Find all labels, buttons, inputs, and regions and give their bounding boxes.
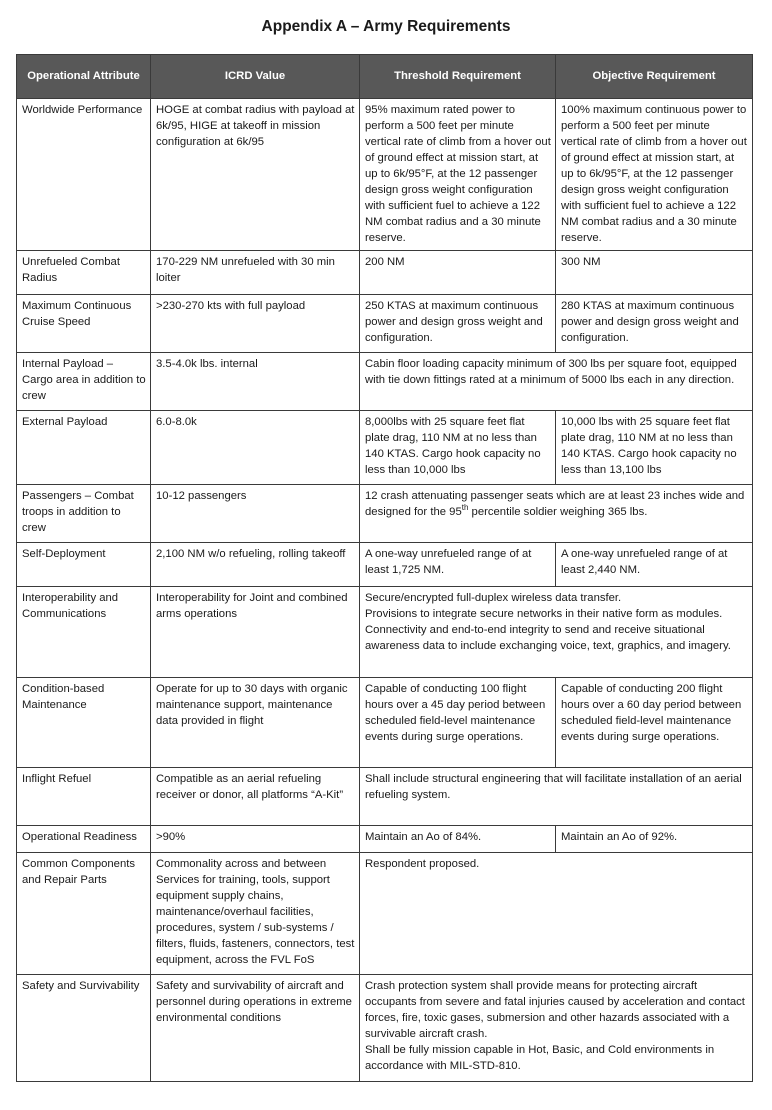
header-icrd-value: ICRD Value: [151, 55, 360, 99]
row-objective: 300 NM: [556, 251, 753, 295]
row-icrd: 2,100 NM w/o refueling, rolling takeoff: [151, 543, 360, 587]
table-row: [17, 975, 753, 1082]
table-row: [17, 411, 753, 485]
header-objective-requirement: Objective Requirement: [556, 55, 753, 99]
table-row: [17, 768, 753, 826]
table-row: [17, 485, 753, 543]
requirement-line: Provisions to integrate secure networks in their native form as modules.: [365, 608, 723, 620]
row-attribute: Maximum Continuous Cruise Speed: [17, 295, 151, 353]
requirement-line: Secure/encrypted full-duplex wireless data transfer.: [365, 592, 622, 604]
row-icrd: 3.5-4.0k lbs. internal: [151, 353, 360, 411]
row-attribute: Self-Deployment: [17, 543, 151, 587]
row-icrd: 10-12 passengers: [151, 485, 360, 543]
row-threshold: Capable of conducting 100 flight hours over a 45 day period between scheduled field-level maintenance events during surge operations.: [360, 678, 556, 768]
row-objective: Maintain an Ao of 92%.: [556, 826, 753, 853]
row-attribute: Worldwide Performance: [17, 99, 151, 251]
row-threshold: 8,000lbs with 25 square feet flat plate drag, 110 NM at no less than 140 KTAS. Cargo hook capacity no less than 10,000 lbs: [360, 411, 556, 485]
table-row: [17, 295, 753, 353]
row-threshold: 95% maximum rated power to perform a 500 feet per minute vertical rate of climb from a hover out of ground effect at mission start, at up to 6k/95°F, at the 12 passenger design gross weight configuration with sufficient fuel to achieve a 122 NM combat radius and a 30 minute reserve.: [360, 99, 556, 251]
row-combined-requirement: Respondent proposed.: [360, 853, 753, 975]
row-icrd: Safety and survivability of aircraft and personnel during operations in extreme environmental conditions: [151, 975, 360, 1082]
row-attribute: Safety and Survivability: [17, 975, 151, 1082]
row-objective: Capable of conducting 200 flight hours over a 60 day period between scheduled field-level maintenance events during surge operations.: [556, 678, 753, 768]
row-attribute: Operational Readiness: [17, 826, 151, 853]
row-threshold: 250 KTAS at maximum continuous power and design gross weight and configuration.: [360, 295, 556, 353]
row-combined-requirement: [360, 485, 753, 543]
table-row: [17, 251, 753, 295]
header-threshold-requirement: Threshold Requirement: [360, 55, 556, 99]
ordinal-suffix: th: [461, 503, 469, 513]
row-combined-requirement: Cabin floor loading capacity minimum of 300 lbs per square foot, equipped with tie down fittings rated at a minimum of 5000 lbs each in any direction.: [360, 353, 753, 411]
table-row: [17, 587, 753, 678]
row-icrd: 170-229 NM unrefueled with 30 min loiter: [151, 251, 360, 295]
row-threshold: Maintain an Ao of 84%.: [360, 826, 556, 853]
table-row: [17, 543, 753, 587]
combined-text-a: 12 crash attenuating passenger seats which are at least 23 inches wide and designed for the 95: [365, 490, 745, 518]
row-objective: A one-way unrefueled range of at least 2,440 NM.: [556, 543, 753, 587]
row-objective: 10,000 lbs with 25 square feet flat plate drag, 110 NM at no less than 140 KTAS. Cargo hook capacity no less than 13,100 lbs: [556, 411, 753, 485]
row-icrd: Commonality across and between Services for training, tools, support equipment supply chains, maintenance/overhaul facilities, procedures, system / sub-systems / filters, fluids, fasteners, connectors, test equipment, across the FVL FoS: [151, 853, 360, 975]
row-attribute: External Payload: [17, 411, 151, 485]
row-icrd: Interoperability for Joint and combined arms operations: [151, 587, 360, 678]
requirement-line: Connectivity and end-to-end integrity to send and receive situational awareness data to include exchanging voice, text, graphics, and imagery.: [365, 624, 731, 652]
row-attribute: Condition-based Maintenance: [17, 678, 151, 768]
row-icrd: >230-270 kts with full payload: [151, 295, 360, 353]
header-operational-attribute: Operational Attribute: [17, 55, 151, 99]
table-row: [17, 353, 753, 411]
row-attribute: Unrefueled Combat Radius: [17, 251, 151, 295]
table-row: [17, 826, 753, 853]
row-combined-requirement: [360, 975, 753, 1082]
row-icrd: Compatible as an aerial refueling receiver or donor, all platforms “A-Kit”: [151, 768, 360, 826]
row-attribute: Interoperability and Communications: [17, 587, 151, 678]
table-row: [17, 853, 753, 975]
page-title: Appendix A – Army Requirements: [261, 18, 511, 35]
row-attribute: Internal Payload – Cargo area in addition to crew: [17, 353, 151, 411]
row-attribute: Inflight Refuel: [17, 768, 151, 826]
table-row: [17, 99, 753, 251]
row-attribute: Common Components and Repair Parts: [17, 853, 151, 975]
row-icrd: >90%: [151, 826, 360, 853]
row-icrd: HOGE at combat radius with payload at 6k/95, HIGE at takeoff in mission configuration at 6k/95: [151, 99, 360, 251]
row-attribute: Passengers – Combat troops in addition to crew: [17, 485, 151, 543]
row-icrd: Operate for up to 30 days with organic maintenance support, maintenance data provided in flight: [151, 678, 360, 768]
table-row: [17, 678, 753, 768]
row-objective: 280 KTAS at maximum continuous power and design gross weight and configuration.: [556, 295, 753, 353]
row-threshold: 200 NM: [360, 251, 556, 295]
requirement-line: Crash protection system shall provide means for protecting aircraft occupants from severe and fatal injuries caused by acceleration and contact forces, fire, toxic gases, submersion and other hazards associated with a survivable aircraft crash.: [365, 980, 745, 1040]
requirements-table: [16, 54, 753, 1082]
requirement-line: Shall be fully mission capable in Hot, Basic, and Cold environments in accordance with MIL-STD-810.: [365, 1044, 715, 1072]
row-icrd: 6.0-8.0k: [151, 411, 360, 485]
table-header-row: [17, 55, 753, 99]
row-combined-requirement: Shall include structural engineering that will facilitate installation of an aerial refueling system.: [360, 768, 753, 826]
combined-text-b: percentile soldier weighing 365 lbs.: [468, 506, 648, 518]
row-threshold: A one-way unrefueled range of at least 1,725 NM.: [360, 543, 556, 587]
row-combined-requirement: [360, 587, 753, 678]
row-objective: 100% maximum continuous power to perform a 500 feet per minute vertical rate of climb from a hover out of ground effect at mission start, at up to 6k/95°F, at the 12 passenger design gross weight configuration with sufficient fuel to achieve a 122 NM combat radius and a 30 minute reserve.: [556, 99, 753, 251]
